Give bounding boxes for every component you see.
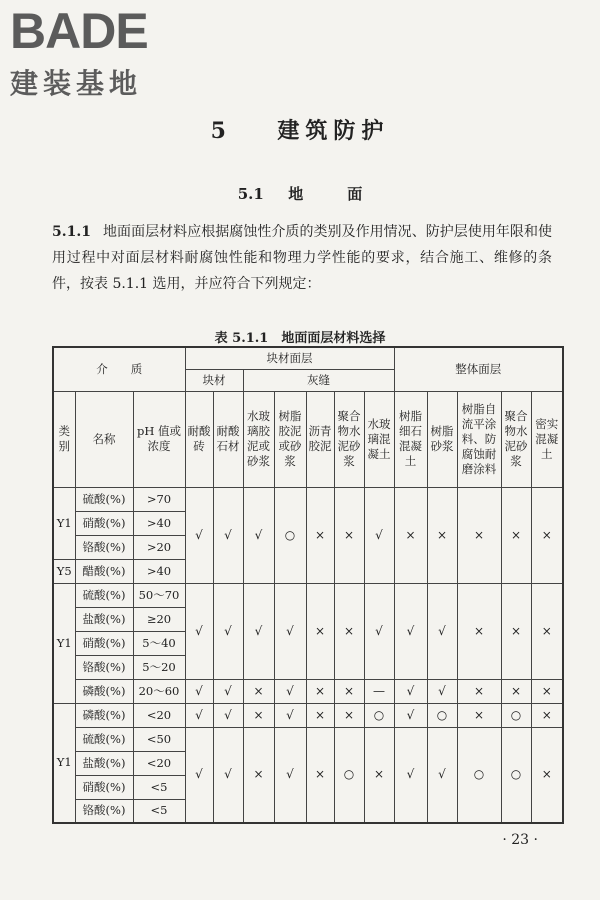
header-polymer-cement2: 聚合物水泥砂浆 — [501, 391, 531, 487]
cell-mark: √ — [364, 487, 394, 583]
cell-medium-name: 铬酸(%) — [75, 655, 133, 679]
cell-category: Y5 — [53, 559, 75, 583]
cell-concentration: <5 — [133, 775, 185, 799]
cell-mark: ○ — [501, 703, 531, 727]
cell-mark: × — [457, 703, 501, 727]
clause-paragraph — [52, 219, 552, 297]
cell-mark: √ — [185, 703, 213, 727]
cell-mark: × — [243, 679, 274, 703]
cell-mark: √ — [243, 583, 274, 679]
header-block-material: 块材 — [185, 369, 243, 391]
logo-subtitle: 建装基地 — [10, 67, 143, 100]
header-resin-fine-concrete: 树脂细石混凝土 — [394, 391, 427, 487]
logo-brand: BADE — [10, 3, 148, 59]
cell-mark: × — [457, 487, 501, 583]
header-polymer-cement: 聚合物水泥砂浆 — [334, 391, 364, 487]
cell-concentration: ≥20 — [133, 607, 185, 631]
cell-mark: ○ — [457, 727, 501, 823]
cell-concentration: >70 — [133, 487, 185, 511]
cell-mark: × — [306, 487, 334, 583]
cell-mark: √ — [243, 487, 274, 583]
section-title-b: 面 — [347, 185, 363, 203]
cell-mark: √ — [394, 703, 427, 727]
cell-mark: √ — [185, 583, 213, 679]
cell-mark: × — [531, 703, 563, 727]
cell-mark: ○ — [501, 727, 531, 823]
cell-mark: ○ — [274, 487, 306, 583]
page-number: · 23 · — [502, 832, 538, 848]
cell-category: Y1 — [53, 703, 75, 823]
cell-mark: √ — [427, 679, 457, 703]
header-resin-selfleveling: 树脂自流平涂料、防腐蚀耐磨涂料 — [457, 391, 501, 487]
header-integral-surface: 整体面层 — [394, 347, 563, 391]
table-title: 表 5.1.1 地面面层材料选择 — [214, 331, 386, 346]
cell-concentration: <50 — [133, 727, 185, 751]
cell-mark: × — [334, 583, 364, 679]
cell-mark: × — [334, 487, 364, 583]
cell-medium-name: 盐酸(%) — [75, 751, 133, 775]
cell-mark: × — [394, 487, 427, 583]
cell-mark: × — [243, 727, 274, 823]
cell-medium-name: 磷酸(%) — [75, 703, 133, 727]
cell-mark: √ — [427, 583, 457, 679]
cell-mark: × — [501, 583, 531, 679]
cell-concentration: >40 — [133, 559, 185, 583]
cell-mark: √ — [364, 583, 394, 679]
cell-medium-name: 硝酸(%) — [75, 511, 133, 535]
cell-medium-name: 醋酸(%) — [75, 559, 133, 583]
section-number: 5.1 — [237, 185, 264, 203]
cell-concentration: 50～70 — [133, 583, 185, 607]
cell-mark: √ — [274, 703, 306, 727]
chapter-number: 5 — [210, 118, 232, 144]
section-title-a: 地 — [288, 185, 304, 203]
cell-mark: × — [306, 679, 334, 703]
cell-mark: × — [306, 583, 334, 679]
material-selection-table — [52, 346, 564, 824]
cell-mark: × — [501, 487, 531, 583]
cell-mark: √ — [213, 583, 243, 679]
cell-medium-name: 硝酸(%) — [75, 775, 133, 799]
cell-mark: × — [306, 727, 334, 823]
cell-mark: √ — [274, 583, 306, 679]
cell-medium-name: 硫酸(%) — [75, 487, 133, 511]
cell-mark: √ — [185, 487, 213, 583]
clause-text: 地面面层材料应根据腐蚀性介质的类别及作用情况、防护层使用年限和使用过程中对面层材料耐腐蚀性能和物理力学性能的要求，结合施工、维修的条件，按表 5.1.1 选用，并应符合下列规定： — [52, 224, 552, 292]
cell-medium-name: 磷酸(%) — [75, 679, 133, 703]
table-row — [53, 583, 563, 607]
header-name: 名称 — [75, 391, 133, 487]
cell-mark: √ — [274, 679, 306, 703]
cell-mark: √ — [213, 727, 243, 823]
cell-mark: × — [427, 487, 457, 583]
cell-medium-name: 铬酸(%) — [75, 799, 133, 823]
cell-mark: — — [364, 679, 394, 703]
chapter-heading — [0, 114, 600, 145]
table-row — [53, 703, 563, 727]
cell-concentration: 20～60 — [133, 679, 185, 703]
header-medium: 介 质 — [53, 347, 185, 391]
clause-number: 5.1.1 — [52, 224, 91, 240]
cell-medium-name: 硝酸(%) — [75, 631, 133, 655]
cell-mark: × — [531, 583, 563, 679]
header-category: 类别 — [53, 391, 75, 487]
cell-mark: × — [501, 679, 531, 703]
cell-mark: × — [531, 727, 563, 823]
header-mortar-joint: 灰缝 — [243, 369, 394, 391]
cell-medium-name: 盐酸(%) — [75, 607, 133, 631]
logo — [10, 3, 148, 102]
chapter-title: 建筑防护 — [277, 118, 390, 144]
cell-mark: √ — [394, 583, 427, 679]
table-row — [53, 679, 563, 703]
header-waterglass-mortar: 水玻璃胶泥或砂浆 — [243, 391, 274, 487]
cell-mark: × — [457, 679, 501, 703]
cell-mark: × — [457, 583, 501, 679]
cell-medium-name: 铬酸(%) — [75, 535, 133, 559]
cell-category: Y1 — [53, 583, 75, 703]
table-row — [53, 487, 563, 511]
cell-concentration: >40 — [133, 511, 185, 535]
cell-mark: √ — [213, 679, 243, 703]
header-resin-mortar: 树脂胶泥或砂浆 — [274, 391, 306, 487]
cell-mark: × — [531, 487, 563, 583]
cell-concentration: >20 — [133, 535, 185, 559]
cell-mark: √ — [213, 703, 243, 727]
header-acid-stone: 耐酸石材 — [213, 391, 243, 487]
cell-mark: × — [364, 727, 394, 823]
cell-concentration: 5～40 — [133, 631, 185, 655]
header-waterglass-concrete: 水玻璃混凝土 — [364, 391, 394, 487]
cell-mark: × — [531, 679, 563, 703]
cell-mark: ○ — [334, 727, 364, 823]
cell-mark: √ — [274, 727, 306, 823]
header-dense-concrete: 密实混凝土 — [531, 391, 563, 487]
header-asphalt: 沥青胶泥 — [306, 391, 334, 487]
cell-concentration: <20 — [133, 703, 185, 727]
header-ph: pH 值或浓度 — [133, 391, 185, 487]
cell-mark: ○ — [427, 703, 457, 727]
cell-mark: × — [334, 703, 364, 727]
table-row — [53, 727, 563, 751]
cell-mark: × — [306, 703, 334, 727]
cell-mark: √ — [394, 727, 427, 823]
section-heading — [0, 183, 600, 204]
cell-medium-name: 硫酸(%) — [75, 727, 133, 751]
cell-concentration: <20 — [133, 751, 185, 775]
header-acid-brick: 耐酸砖 — [185, 391, 213, 487]
cell-concentration: 5～20 — [133, 655, 185, 679]
cell-mark: ○ — [364, 703, 394, 727]
cell-concentration: <5 — [133, 799, 185, 823]
cell-category: Y1 — [53, 487, 75, 559]
cell-mark: √ — [394, 679, 427, 703]
cell-mark: × — [334, 679, 364, 703]
cell-medium-name: 硫酸(%) — [75, 583, 133, 607]
cell-mark: √ — [427, 727, 457, 823]
cell-mark: √ — [185, 679, 213, 703]
cell-mark: √ — [185, 727, 213, 823]
cell-mark: √ — [213, 487, 243, 583]
cell-mark: × — [243, 703, 274, 727]
header-resin-mortar2: 树脂砂浆 — [427, 391, 457, 487]
header-block-surface: 块材面层 — [185, 347, 394, 369]
